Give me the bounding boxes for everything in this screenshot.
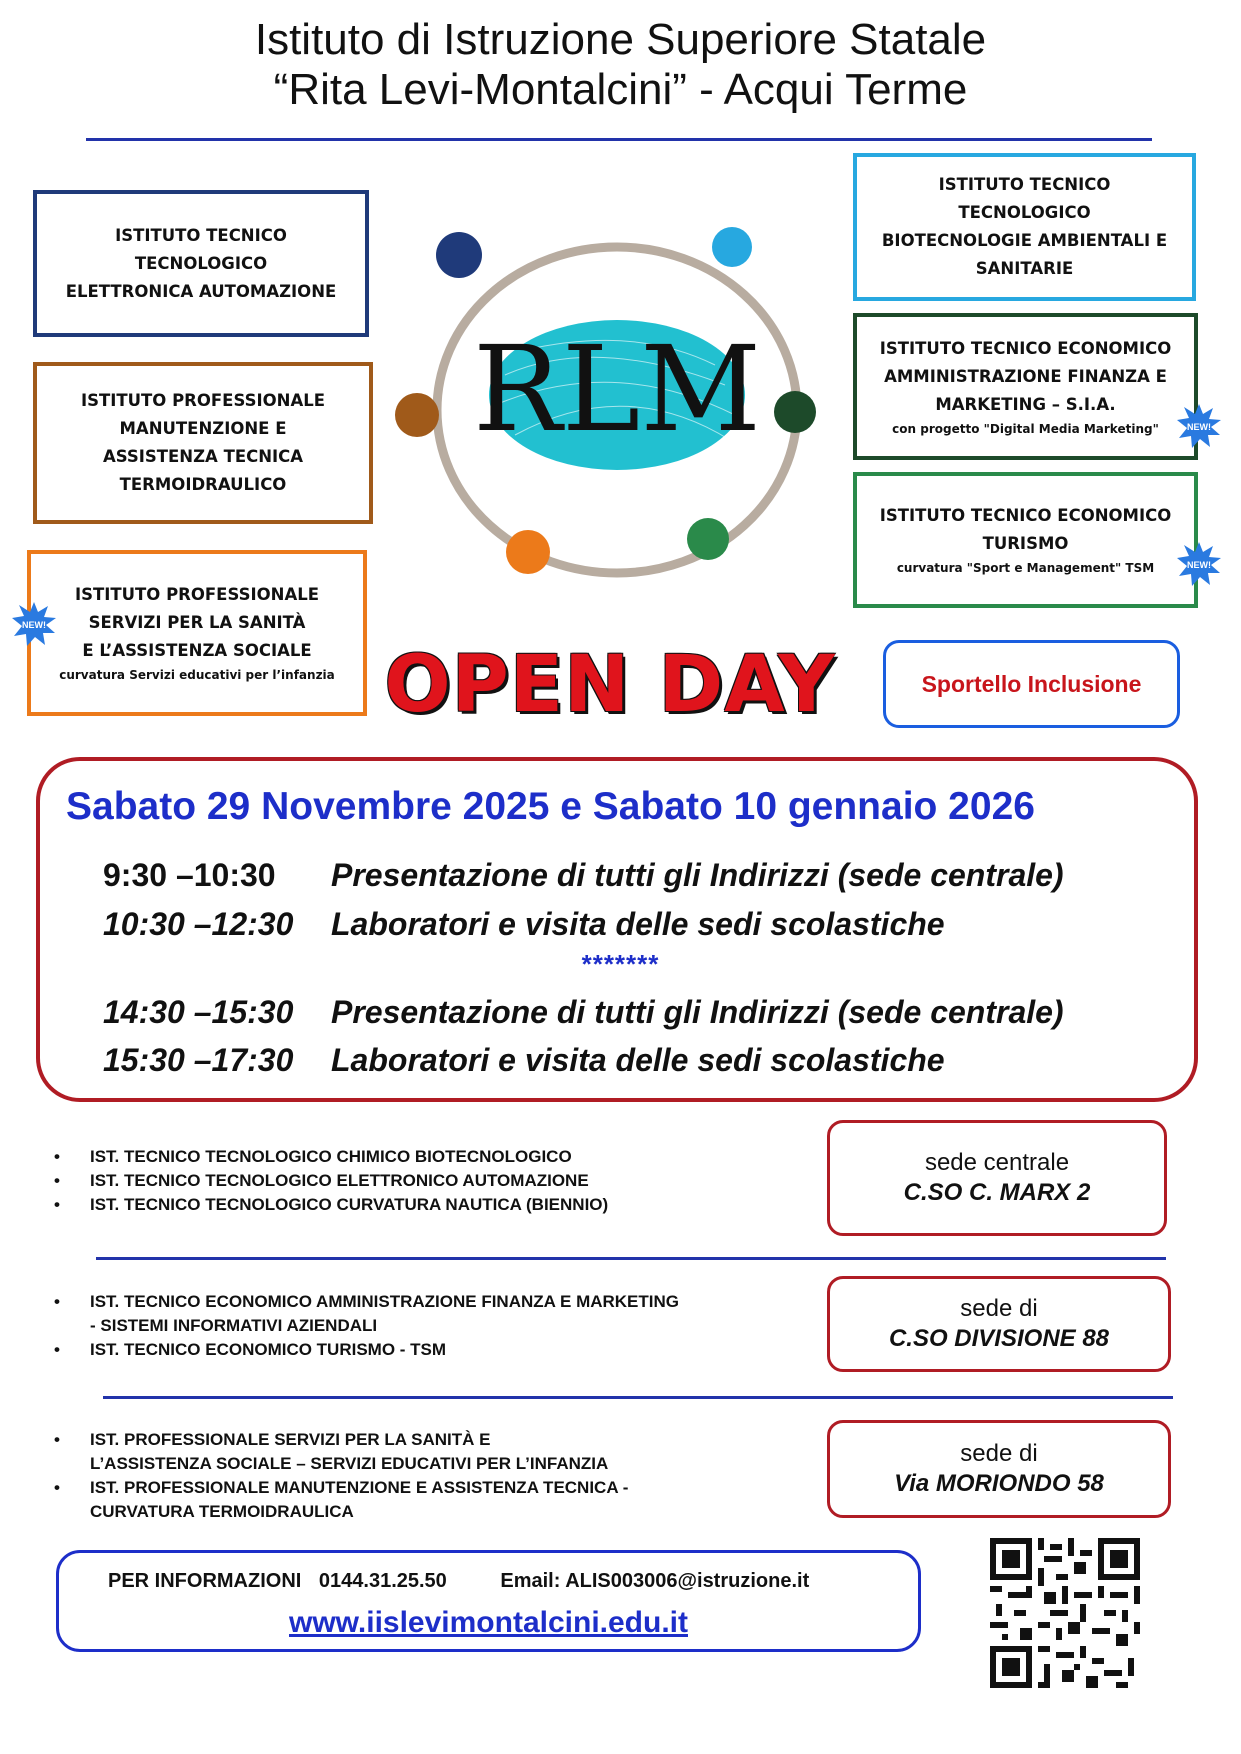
logo-text: RLM xyxy=(472,320,762,458)
box-note: curvatura Servizi educativi per l’infanzia xyxy=(59,668,335,682)
courses-list-moriondo xyxy=(52,1428,628,1524)
logo-dot xyxy=(506,530,550,574)
box-line: TECNOLOGICO xyxy=(958,203,1091,222)
courses-list-divisione xyxy=(52,1290,679,1362)
new-badge-text: NEW! xyxy=(22,620,46,630)
logo-dot xyxy=(774,391,816,433)
info-line xyxy=(108,1570,809,1593)
schedule-time: 9:30 –10:30 xyxy=(103,857,276,893)
schedule-separator: ******* xyxy=(581,949,660,979)
box-line: MARKETING – S.I.A. xyxy=(935,394,1116,414)
logo-dot xyxy=(395,393,439,437)
sede-label: sede di xyxy=(960,1440,1038,1467)
sede-address: C.SO DIVISIONE 88 xyxy=(888,1325,1110,1352)
header-title-line2: “Rita Levi-Montalcini” - Acqui Terme xyxy=(273,65,968,114)
box-line: ISTITUTO PROFESSIONALE xyxy=(74,585,320,604)
schedule-time: 14:30 –15:30 xyxy=(103,994,294,1030)
sede-moriondo-box xyxy=(827,1420,1171,1518)
sede-label: sede centrale xyxy=(924,1149,1070,1176)
info-phone[interactable]: 0144.31.25.50 xyxy=(318,1570,447,1592)
list-item-continuation: - SISTEMI INFORMATIVI AZIENDALI xyxy=(90,1316,378,1335)
box-line: ELETTRONICA AUTOMAZIONE xyxy=(65,281,337,301)
header-divider xyxy=(86,138,1152,141)
box-line: TECNOLOGICO xyxy=(134,253,268,273)
sede-divisione-box xyxy=(827,1276,1171,1372)
box-line: SANITARIE xyxy=(975,259,1074,278)
box-manutenzione xyxy=(33,362,373,524)
sportello-inclusione: Sportello Inclusione xyxy=(883,640,1180,728)
box-line: SERVIZI PER LA SANITÀ xyxy=(88,613,306,632)
schedule-desc: Laboratori e visita delle sedi scolastiche xyxy=(331,1042,945,1078)
box-elettronica xyxy=(33,190,369,337)
sede-address: Via MORIONDO 58 xyxy=(894,1470,1104,1497)
logo-dot xyxy=(687,518,729,560)
open-day-title: OPEN DAY xyxy=(384,640,836,730)
box-sia xyxy=(853,313,1198,460)
box-line: AMMINISTRAZIONE FINANZA E xyxy=(884,366,1167,386)
list-item: • IST. PROFESSIONALE SERVIZI PER LA SANITÀ E xyxy=(52,1428,628,1452)
schedule-time: 10:30 –12:30 xyxy=(103,906,294,942)
info-email[interactable]: Email: ALIS003006@istruzione.it xyxy=(500,1570,810,1592)
new-badge-icon xyxy=(1175,540,1223,588)
list-item: • IST. TECNICO TECNOLOGICO CHIMICO BIOTECNOLOGICO xyxy=(52,1145,608,1169)
section-divider xyxy=(103,1396,1173,1399)
box-line: TERMOIDRAULICO xyxy=(119,475,287,494)
sede-address: C.SO C. MARX 2 xyxy=(903,1179,1091,1206)
sede-label: sede di xyxy=(960,1295,1038,1322)
list-item: • IST. TECNICO TECNOLOGICO CURVATURA NAUTICA (BIENNIO) xyxy=(52,1193,608,1217)
new-badge-text: NEW! xyxy=(1187,560,1211,570)
box-line: E L’ASSISTENZA SOCIALE xyxy=(82,641,312,660)
new-badge-icon xyxy=(1175,402,1223,450)
website-link[interactable]: www.iislevimontalcini.edu.it xyxy=(289,1606,688,1639)
box-line: ISTITUTO TECNICO ECONOMICO xyxy=(879,506,1172,525)
box-note: con progetto "Digital Media Marketing" xyxy=(892,421,1159,436)
box-line: BIOTECNOLOGIE AMBIENTALI E xyxy=(881,231,1168,250)
qr-code xyxy=(990,1538,1140,1688)
header-title-line1: Istituto di Istruzione Superiore Statale xyxy=(254,15,987,64)
courses-list-centrale xyxy=(52,1145,608,1217)
list-item: • IST. TECNICO TECNOLOGICO ELETTRONICO AUTOMAZIONE xyxy=(52,1169,608,1193)
schedule-desc: Laboratori e visita delle sedi scolastiche xyxy=(331,906,945,942)
box-line: ISTITUTO PROFESSIONALE xyxy=(80,391,326,410)
list-item: • IST. PROFESSIONALE MANUTENZIONE E ASSISTENZA TECNICA - xyxy=(52,1476,628,1500)
box-note: curvatura "Sport e Management" TSM xyxy=(896,561,1155,575)
schedule-dates: Sabato 29 Novembre 2025 e Sabato 10 gennaio 2026 xyxy=(66,785,1035,828)
list-item: • IST. TECNICO ECONOMICO TURISMO - TSM xyxy=(52,1338,679,1362)
section-divider xyxy=(96,1257,1166,1260)
list-item-continuation: L’ASSISTENZA SOCIALE – SERVIZI EDUCATIVI PER L’INFANZIA xyxy=(90,1454,609,1473)
sede-centrale-box xyxy=(827,1120,1167,1236)
box-line: ISTITUTO TECNICO xyxy=(938,175,1111,194)
box-biotecnologie xyxy=(853,153,1196,301)
list-item-continuation: CURVATURA TERMOIDRAULICA xyxy=(90,1502,354,1521)
new-badge-icon xyxy=(10,600,58,648)
box-line: MANUTENZIONE E xyxy=(119,419,287,438)
box-line: ISTITUTO TECNICO ECONOMICO xyxy=(879,338,1172,358)
box-line: ISTITUTO TECNICO xyxy=(115,225,287,245)
logo-dot xyxy=(436,232,482,278)
box-turismo xyxy=(853,472,1198,608)
schedule-time: 15:30 –17:30 xyxy=(103,1042,294,1078)
schedule-desc: Presentazione di tutti gli Indirizzi (sede centrale) xyxy=(331,857,1064,893)
schedule-desc: Presentazione di tutti gli Indirizzi (sede centrale) xyxy=(331,994,1064,1030)
box-line: ASSISTENZA TECNICA xyxy=(102,447,304,466)
box-line: TURISMO xyxy=(982,534,1069,553)
info-label: PER INFORMAZIONI xyxy=(108,1570,302,1592)
school-logo xyxy=(395,225,835,595)
box-sanita xyxy=(27,550,367,716)
logo-dot xyxy=(712,227,752,267)
new-badge-text: NEW! xyxy=(1187,422,1211,432)
list-item: • IST. TECNICO ECONOMICO AMMINISTRAZIONE FINANZA E MARKETING xyxy=(52,1290,679,1314)
